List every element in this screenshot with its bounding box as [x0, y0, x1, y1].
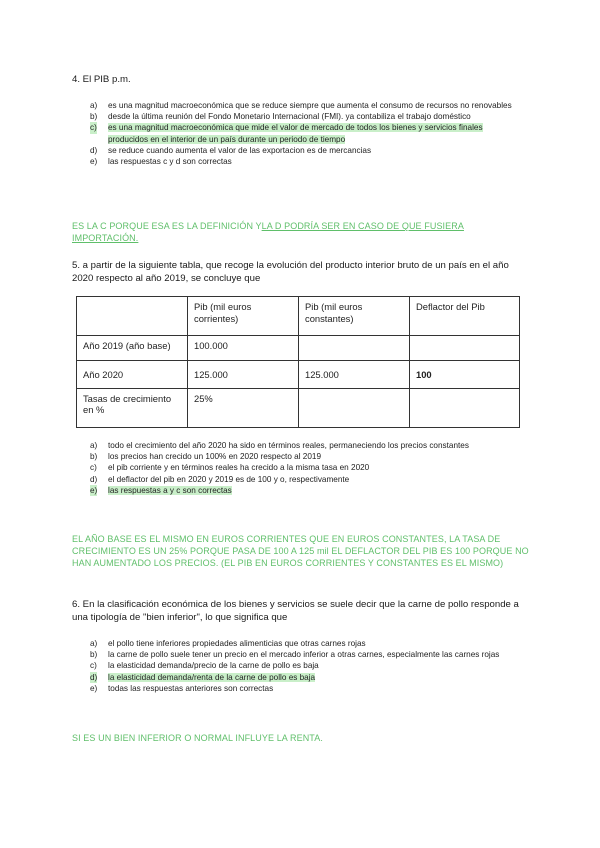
question-4-option-d: d) se reduce cuando aumenta el valor de las exportacion es de mercancias [90, 145, 372, 155]
table-cell: 125.000 [188, 360, 299, 388]
table-cell: 100.000 [188, 336, 299, 361]
pib-table [76, 296, 520, 428]
question-6-option-a: a) el pollo tiene inferiores propiedades alimenticias que otras carnes rojas [90, 639, 366, 648]
question-4-option-e: e) las respuestas c y d son correctas [90, 157, 232, 167]
question-5-answer: EL AÑO BASE ES EL MISMO EN EUROS CORRIENTES QUE EN EUROS CONSTANTES, LA TASA DE CRECIMIENTO ES UN 25% PORQUE PASA DE 100 A 125 mil EL DEFLACTOR DEL PIB ES 100 PORQUE NO HAN AUMENTADO LOS PRECIOS. (EL PIB EN EUROS CORRIENTES Y CONSTANTES ES EL MISMO) [72, 534, 529, 569]
question-4-option-a: a) es una magnitud macroeconómica que se reduce siempre que aumenta el consumo de recursos no renovables [90, 101, 512, 110]
question-6-option-c: c) la elasticidad demanda/precio de la carne de pollo es baja [90, 661, 319, 671]
table-row [77, 388, 520, 427]
highlighted-answer: la elasticidad demanda/renta de la carne de pollo es baja [108, 672, 316, 682]
question-5-option-b: b) los precios han crecido un 100% en 2020 respecto al 2019 [90, 452, 322, 462]
question-4-options [84, 100, 514, 167]
question-5-option-d: d) el deflactor del pib en 2020 y 2019 es de 100 y o, respectivamente [90, 474, 350, 484]
table-cell [299, 336, 410, 361]
question-6-title: 6. En la clasificación económica de los bienes y servicios se suele decir que la carne de pollo responde a una tipología de "bien inferior", lo que significa que [72, 599, 519, 623]
table-cell [299, 388, 410, 427]
question-4-option-b: b) desde la última reunión del Fondo Monetario Internacional (FMI). ya contabiliza el trabajo doméstico [90, 112, 471, 122]
table-header-cell: Deflactor del Pib [410, 297, 520, 336]
question-6-option-b: b) la carne de pollo suele tener un precio en el mercado inferior a otras carnes, especialmente las carnes rojas [90, 650, 500, 660]
table-cell [410, 388, 520, 427]
table-cell: 125.000 [299, 360, 410, 388]
table-header-cell: Pib (mil euros corrientes) [188, 297, 299, 336]
table-cell [410, 336, 520, 361]
table-cell: Año 2020 [77, 360, 188, 388]
question-5-options [84, 440, 514, 496]
table-cell: Tasas de crecimiento en % [77, 388, 188, 427]
table-cell: 100 [410, 360, 520, 388]
highlighted-answer: es una magnitud macroeconómica que mide el valor de mercado de todos los bienes y servicios finales producidos en el interior de un país durante un periodo de tiempo [108, 123, 483, 144]
question-5-option-e: e) las respuestas a y c son correctas [90, 485, 232, 495]
table-header-cell [77, 297, 188, 336]
question-4-answer: ES LA C PORQUE ESA ES LA DEFINICIÓN YLA D PODRÍA SER EN CASO DE QUE FUSIERA IMPORTACIÓN. [72, 221, 464, 244]
question-5-option-c: c) el pib corriente y en términos reales ha crecido a la misma tasa en 2020 [90, 463, 370, 473]
question-4-title: 4. El PIB p.m. [72, 74, 131, 85]
question-4-option-c: c) es una magnitud macroeconómica que mide el valor de mercado de todos los bienes y servicios finales producidos en el interior de un país durante un periodo de tiempo [90, 123, 483, 144]
table-row [77, 336, 520, 361]
highlighted-answer: las respuestas a y c son correctas [108, 485, 232, 495]
table-cell: Año 2019 (año base) [77, 336, 188, 361]
question-5-option-a: a) todo el crecimiento del año 2020 ha sido en términos reales, permaneciendo los precios constantes [90, 441, 469, 450]
question-6-options [84, 638, 514, 694]
table-row [77, 360, 520, 388]
table-cell: 25% [188, 388, 299, 427]
question-6-option-e: e) todas las respuestas anteriores son correctas [90, 683, 274, 693]
question-6-answer: SI ES UN BIEN INFERIOR O NORMAL INFLUYE LA RENTA. [72, 733, 323, 743]
question-6-option-d: d) la elasticidad demanda/renta de la carne de pollo es baja [90, 672, 316, 682]
table-header-cell: Pib (mil euros constantes) [299, 297, 410, 336]
question-5-title: 5. a partir de la siguiente tabla, que recoge la evolución del producto interior bruto de un país en el año 2020 respecto al año 2019, se concluye que [72, 260, 509, 284]
table-header-row [77, 297, 520, 336]
